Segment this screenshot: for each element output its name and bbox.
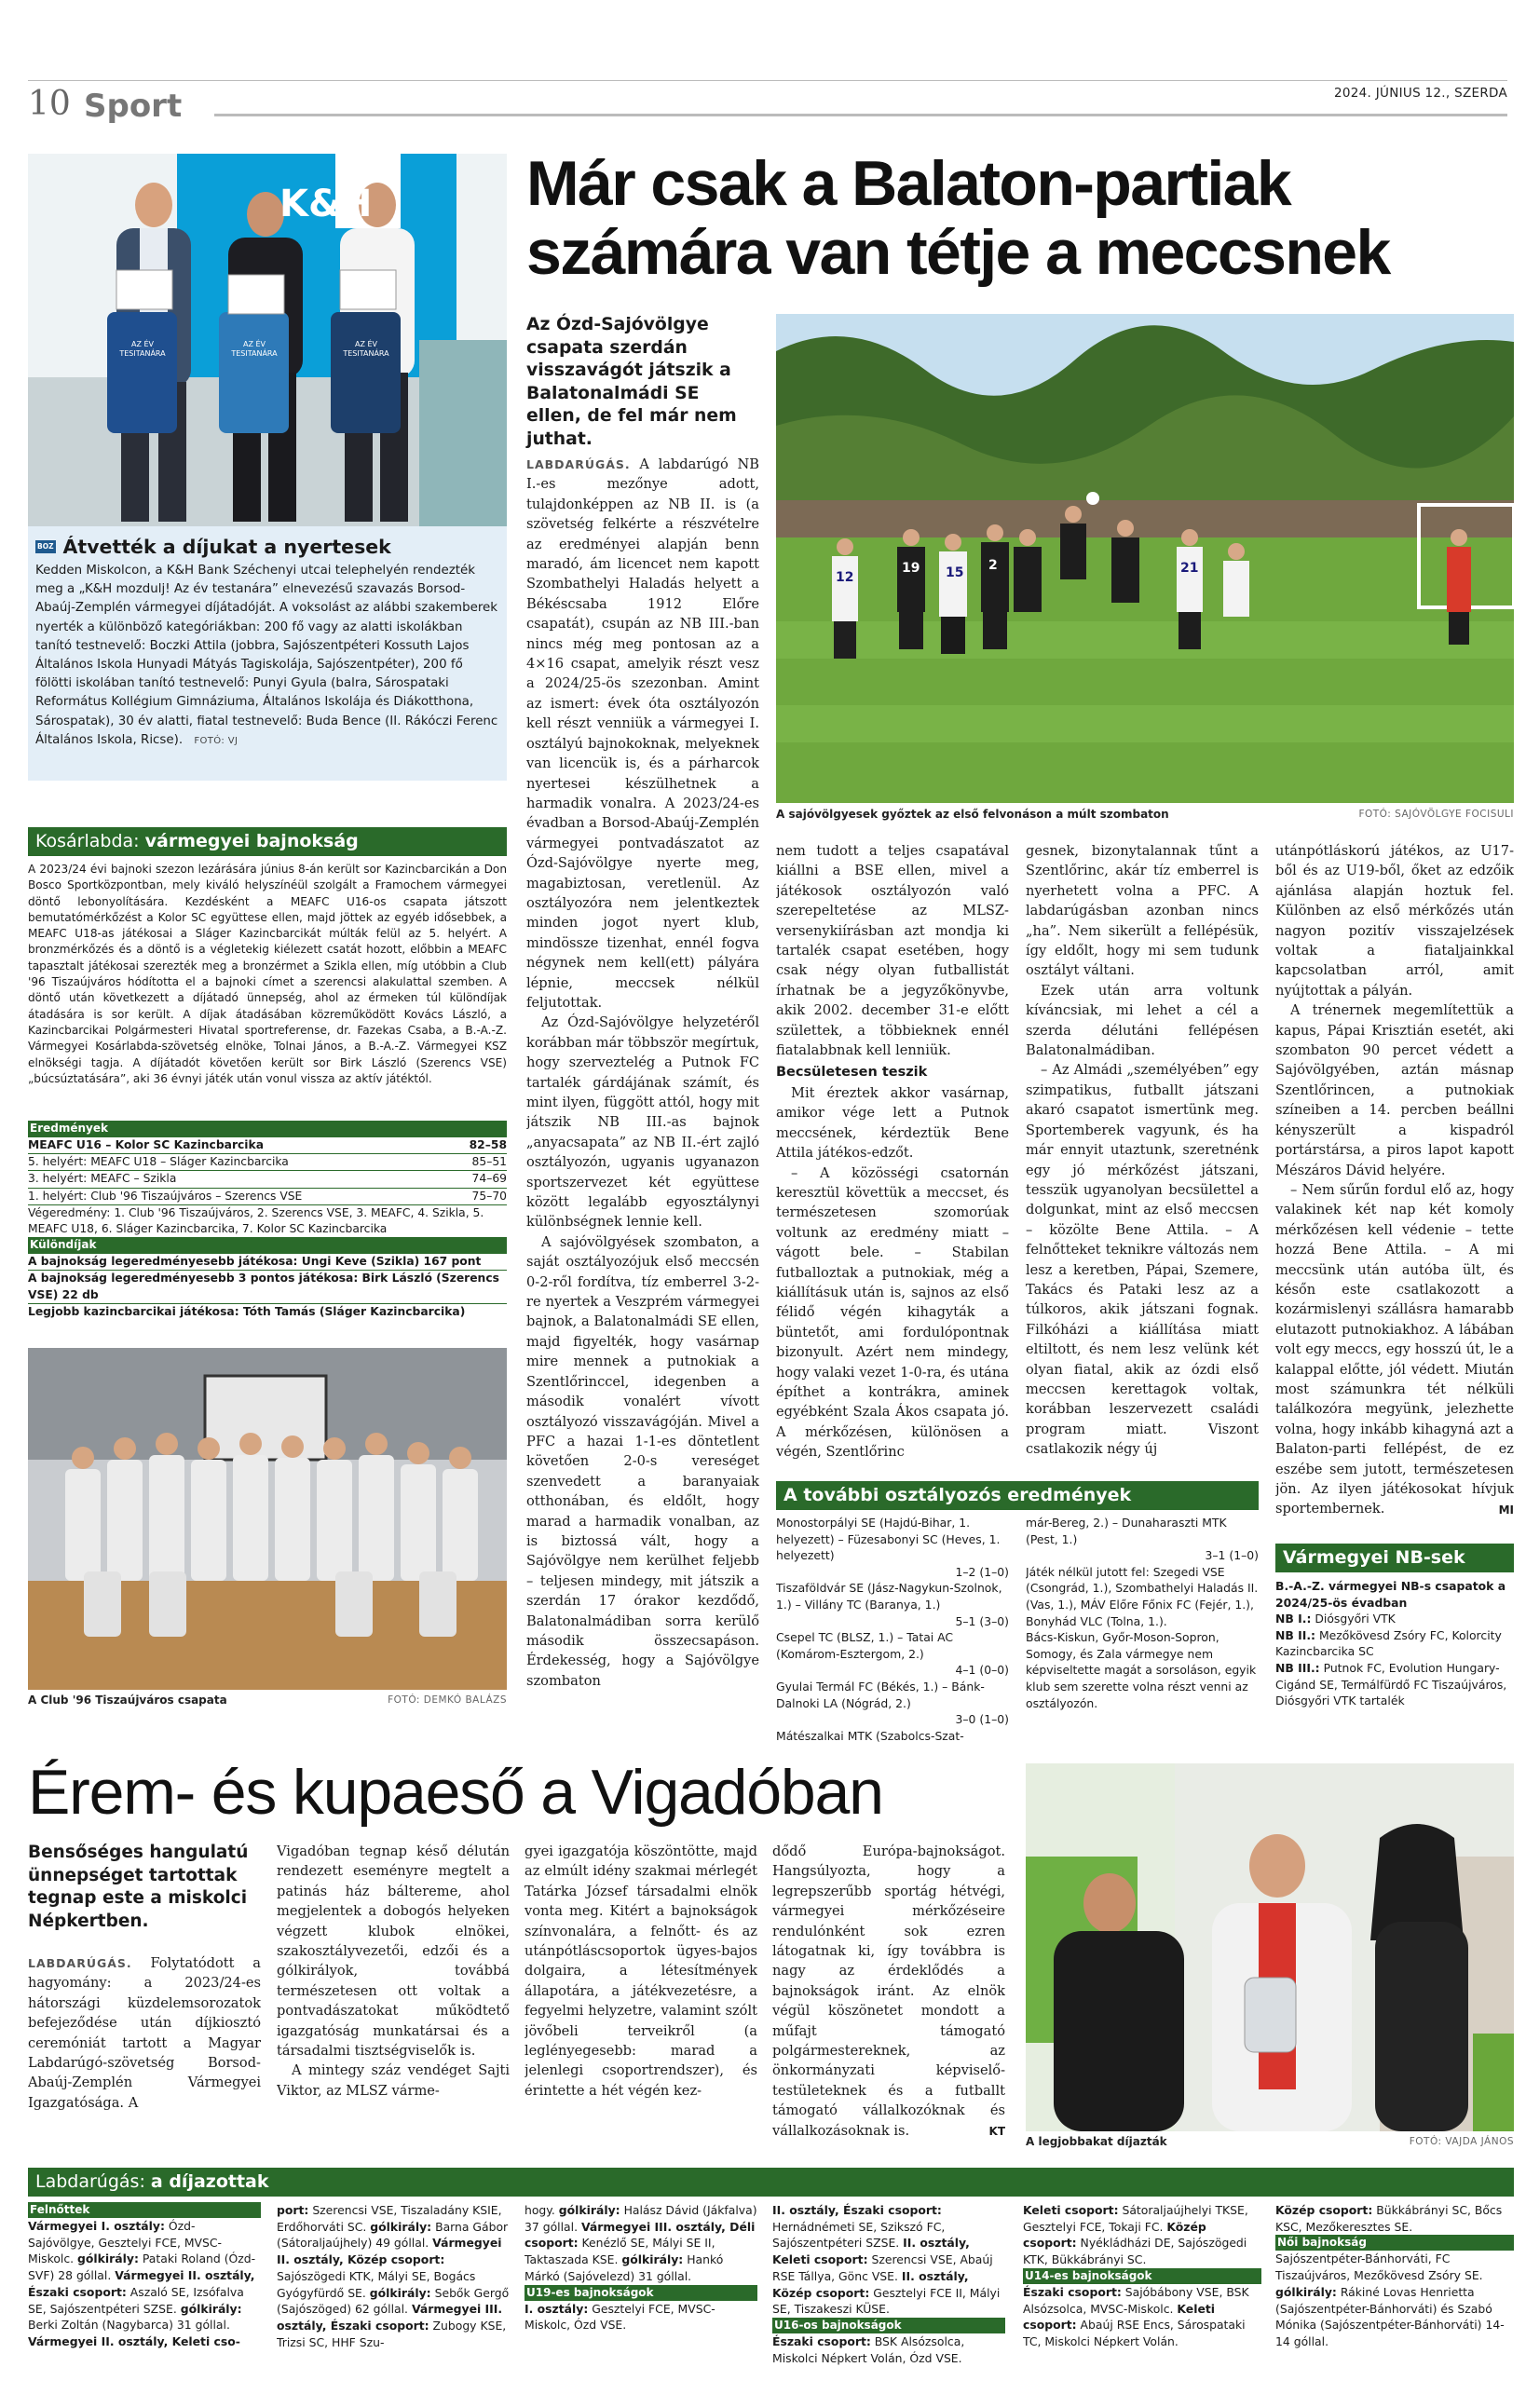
main-lead: Az Ózd-Sajóvölgye csapata szerdán visszavágót játszik a Balatonalmádi SE ellen, de fel már nem juthat. [526, 315, 737, 449]
kosar-special-item: Legjobb kazincbarcikai játékosa: Tóth Tamás (Sláger Kazincbarcika) [28, 1303, 507, 1320]
nb-value: Diósgyőri VTK [1315, 1612, 1396, 1626]
jersey-number: 2 [988, 558, 998, 573]
main-col1-text: A labdarúgó NB I.-es mezőnye adott, tulajdonképpen az NB II. is (a szövetség felkérte a részvételre az eredményei alapján benn maradó, ám licencet nem kapott Szombathelyi Haladás helyett a Békéscsaba 1912 Előre csapatát), csupán az NB III.-ban nincs még meg pontosan az a 4×16 csapat, amelyik részt vesz a 2024/25-ös szezonban. Amint az ismert: évek óta osztályozón kell részt venniük a vármegyei I. osztályú bajnokoknak, melyeknek van licencük is, és a párharcok nyertesei készülhetnek a harmadik vonalra. A 2023/24-es évadban a Borsod-Abaúj-Zemplén vármegyei pontvadászatot az Ózd-Sajóvölgye nyerte meg, magabiztosan, veretlenül. Az osztályozóra nem jelentkeztek minden jogot nyert klub, mindössze tizenhat, ennél fogva négynek nem kell(ett) pályára lépnie, meccsek nélkül feljutottak. [526, 456, 759, 1011]
main-col4b: A trénernek megemlítettük a kapus, Pápai Krisztián esetét, aki szombaton 90 percet védett a Sajóvölgyében, aztán másnap Szentlőrincen, a putnokiak színeiben a 14. percben beállni kényszerült a kispadról portárstársa, a piros lapot kapott Mészáros Dávid helyére. [1275, 1002, 1514, 1178]
main-col4: utánpótláskorú játékos, az U17-ből és az U19-ből, őket az edzőik ajánlása alapján hoztuk fel. Különben az első mérkőzés után nagyon pozitív visszajelzések voltak a fiataljainkkal kapcsolatban arról, amit nyújtottak a pályán. [1275, 843, 1514, 999]
awards-col-5 [1023, 2202, 1261, 2388]
further-item [776, 1629, 1009, 1679]
team-photo [28, 1348, 507, 1690]
kosar-body [28, 862, 507, 1121]
awards-col3-head: U19-es bajnokságok [525, 2285, 757, 2301]
awards-col-4 [772, 2202, 1005, 2388]
nbsek-body [1275, 1578, 1514, 1709]
main-col2b: Mit éreztek akkor vasárnap, amikor vége lett a Putnok meccsének, kérdeztük Bene Attila játékos-edzőt. [776, 1084, 1009, 1162]
main-col1c: A sajóvölgyések szombaton, a saját osztályozójuk első meccsén 0-2-ről fordítva, tíz emberrel 3-2-re nyertek a Veszprém vármegyei bajnok, a Balatonalmádi SE ellen, majd figyelték, hogy vasárnap mire mennek a putnokiak a Szentlőrinccel, idegenben a második vonalért vívott osztályozó visszavágóján. Mivel a PFC a hazai 1-1-es döntetlent követően 2-0-s vereséget szenvedett a baranyaiak otthonában, és eldőlt, hogy marad a harmadik vonalban, az is biztossá vált, hogy a Sajóvölgye nem kerülhet feljebb – teljesen mindegy, mit játszik a szerdán 17 órakor kezdődő, Balatonalmádiban sorra kerülő második összecsapáson. Érdekesség, hogy a Sajóvölgye szombaton [526, 1233, 759, 1689]
awards-col4b-text: Északi csoport: BSK Alsózsolca, Miskolci Népkert Volán, Ózd VSE. [772, 2333, 965, 2365]
awards-col6-head: Női bajnokság [1275, 2235, 1514, 2251]
further-item [776, 1580, 1009, 1629]
further-header [776, 1481, 1259, 1510]
erem-signature: KT [988, 2125, 1005, 2139]
awards-col5-head: U14-es bajnokságok [1023, 2268, 1261, 2284]
page-number: 10 [28, 85, 71, 123]
kosar-header [28, 827, 507, 856]
page-header [28, 82, 1507, 129]
result-score: 85–51 [471, 1155, 507, 1169]
main-col2: nem tudott a teljes csapatával kiállni a BSE ellen, mivel a játékosok osztályozón való szerepeltetése az MLSZ-versenykiírásban azt mondja ki tartalék csapat esetében, hogy csak négy olyan futballistát írhatnak be a jegyzőkönyvbe, akik 2002. december 31-e előtt születtek, a többieknek ennél fiatalabbnak kell lenniük. [776, 843, 1009, 1059]
main-col-1 [526, 455, 759, 1754]
main-col3: gesnek, bizonytalannak tűnt a Szentlőrinc, akár tíz emberrel is nyerhetett volna a PFC. A labdarúgásban azonban nincs „ha”. Nem sikerült a fellépésük, így eldőlt, hogy mi sem tudunk osztályt váltani. [1026, 843, 1259, 979]
erem-col2: Vigadóban tegnap késő délután rendezett eseményre megtelt a patinás ház báltereme, ahol megjelentek a dobogós helyeken végzett klubok elnökei, szakosztályvezetői, edzői és a gólkirályok, továbbá természetesen ott voltak a pontvadászatokat működtető igazgatóság munkatársai és a társadalmi tisztségviselők is. [277, 1843, 510, 2060]
match-photo [776, 314, 1514, 803]
shirt-text-3: AZ ÉV TESITANÁRA [343, 340, 389, 358]
award-photo [28, 154, 507, 526]
result-label: 1. helyért: Club '96 Tiszaújváros – Szerencs VSE [28, 1189, 303, 1203]
further-item-text: Tiszaföldvár SE (Jász-Nagykun-Szolnok, 1.) – Villány TC (Baranya, 1.) [776, 1581, 1002, 1612]
erem-col-1 [28, 1953, 261, 2140]
awards-col2-text: port: Szerencsi VSE, Tiszaladány KSIE, Erdőhorváti SC. gólkirály: Barna Gábor (Sátoraljaújhely) 49 góllal. Vármegyei II. osztály, Közép csoport: Sajószögedi KTK, Mályi SE, Bogács Gyógyfürdő SE. gólkirály: Sebők Gergő (Sajószöged) 62 góllal. Vármegyei III. osztály, Északi csoport: Zubogy KSE, Trizsi SC, HHF Szu- [277, 2203, 510, 2349]
main-col-2 [776, 841, 1009, 1475]
caption-text: A legjobbakat díjazták [1026, 2135, 1167, 2148]
award-box [28, 154, 507, 781]
further-item-text: Mátészalkai MTK (Szabolcs-Szat- [776, 1728, 964, 1743]
gala-photo-caption [1026, 2134, 1514, 2149]
erem-col-4 [772, 1842, 1005, 2142]
main-col2c: – A közösségi csatornán keresztül követtük a meccset, és természetesen szomorúak voltunk az eredmény miatt – vágott bele. – Stabilan futballoztak a putnokiak, még a kiállításuk után is, sajnos az első félidő végén kihagyták a büntetőt, ami fordulópontnak bizonyult. Azért nem mindegy, hogy valaki vezet 1-0-ra, és utána építhet a kontrákra, aminek egyébként Szala Ákos csapata jó. A mérkőzésen, különösen a végén, Szentlőrinc [776, 1164, 1009, 1461]
nb-value: Mezőkövesd Zsóry FC, Kolorcity Kazincbarcika SC [1275, 1627, 1502, 1659]
award-body [35, 562, 501, 776]
awards-col5b-text: Északi csoport: Sajóbábony VSE, BSK Alsózsolca, MVSC-Miskolc. Keleti csoport: Abaúj RSE Encs, Sárospataki TC, Miskolci Népkert Volán. [1023, 2284, 1249, 2348]
kosar-final-order: Végeredmény: 1. Club '96 Tiszaújváros, 2. Szerencs VSE, 3. MEAFC, 4. Szikla, 5. MEAFC U18, 6. Sláger Kazincbarcika, 7. Kolor SC Kazincbarcika [28, 1204, 507, 1237]
caption-credit: FOTÓ: SAJÓVÖLGYE FOCISULI [1358, 809, 1514, 820]
erem-lead: Bensőséges hangulatú ünnepséget tartottak tegnap este a miskolci Népkertben. [28, 1843, 249, 1931]
main-headline: Már csak a Balaton-partiak számára van tétje a meccsnek [526, 148, 1390, 288]
further-item-score: 1–2 (1–0) [955, 1564, 1009, 1579]
caption-credit: FOTÓ: VAJDA JÁNOS [1409, 2136, 1514, 2147]
match-photo-caption [776, 807, 1514, 822]
main-col4c: – Nem sűrűn fordul elő az, hogy valakinek két nap két komoly mérkőzésen kell védenie – tette hozzá Bene Attila. – A mi meccsünk után autóba ült, és későn este csatlakozott a kozármislenyi szállásra hamarabb elutazott putnokiakhoz. A lábában volt egy meccs, egy hosszú út, le a kalappal előtte, jól védett. Miután most számunkra tét nélküli találkozóra megyünk, jelezhette volna, hogy inkább kihagyná azt a Balaton-parti fellépést, de ez eszébe sem jutott, természetesen jön. Az ilyen játékosokat hívjuk sportembernek. [1275, 1181, 1514, 1517]
header-rule-top [28, 80, 1507, 81]
result-score: 74–69 [471, 1172, 507, 1186]
result-label: MEAFC U16 – Kolor SC Kazincbarcika [28, 1138, 264, 1151]
erem-col4: dődő Európa-bajnokságot. Hangsúlyozta, hogy a legrepszerűbb sportág hétvégi, vármegyei mérkőzéseire rendulónként sok ezren látogatnak ki, így továbbra is nagy az érdeklődés a bajnokságok iránt. Az elnök végül köszönetet mondott a műfajt támogató polgármestereknek, az önkormányzati képviselő-testületeknek és a futballt támogató vállalkozóknak és vállalkozásoknak is. [772, 1843, 1005, 2139]
section-label: Sport [84, 88, 183, 125]
awards-col-1 [28, 2202, 261, 2388]
main-col-3 [1026, 841, 1259, 1475]
main-signature: MI [1498, 1503, 1514, 1517]
nb-label: NB I.: [1275, 1612, 1312, 1626]
main-col1b: Az Ózd-Sajóvölgye helyzetéről korábban már többször megírtuk, hogy szerveztelég a Putnok FC tartalék gárdájának számít, és mint ilyen, függött attól, hogy mit játszik NB III.-as bajnok „anyacsapata” az NB II.-ért zajló osztályozón, ugyanis ugyanazon sportszervezet két együttese között legalább egyosztálynyi különbségnek lennie kell. [526, 1014, 759, 1231]
result-score: 82–58 [469, 1138, 507, 1151]
nbsek-nb2 [1275, 1627, 1514, 1660]
jersey-number: 15 [946, 565, 964, 580]
kosar-header-light: Kosárlabda: [35, 831, 145, 851]
main-col-4 [1275, 841, 1514, 1531]
awards-col-2 [277, 2202, 510, 2388]
awards-col5-text: Keleti csoport: Sátoraljaújhelyi TKSE, Gesztelyi FCE, Tokaji FC. Közép csoport: Nyékládházi DE, Sajószögedi KTK, Bükkábrányi SC. [1023, 2203, 1248, 2267]
awards-col-3 [525, 2202, 757, 2388]
award-title-row [35, 534, 501, 560]
further-item-score: 4–1 (0–0) [955, 1663, 1009, 1678]
awards-col3-text: hogy. gólkirály: Halász Dávid (Jákfalva) 37 góllal. Vármegyei III. osztály, Déli csoport: Kenézlő SE, Mályi SE II, Taktaszada KSE. gólkirály: Hankó Márkó (Sajóvelezd) 31 góllal. [525, 2203, 757, 2283]
erem-col3: gyei igazgatója köszöntötte, majd az elmúlt idény szakmai mérlegét Tatárka József társadalmi elnök vonta meg. Kitért a bajnokságok színvonalára, a felnőtt- és az utánpótláscsoportok ügyes-bajos dolgaira, a létesítmények állapotára, a játékvezetésre, a fegyelmi helyzetre, valamint szólt jövőbeli terveikről (a leglényegesebb: marad a jelenlegi csoportrendszer), és érintette a hét végén kez- [525, 1843, 757, 2099]
further-col2-first: már-Bereg, 2.) – Dunaharaszti MTK (Pest, 1.) [1026, 1516, 1227, 1546]
further-item-score: 3–0 (1–0) [955, 1712, 1009, 1727]
further-item [776, 1728, 1009, 1745]
kosar-result-row [28, 1170, 507, 1187]
awards-col-6 [1275, 2202, 1514, 2388]
kosar-body-text: A 2023/24 évi bajnoki szezon lezárására június 8-án került sor Kazincbarcikán a Don Bosco Sportközpontban, mely kiváló helyszínéül szolgált a Framochem vármegyei döntő lebonyolítására. Kezdésként a MEAFC U16-os csapata játszott bemutatómérkőzést a Kolor SC együttese ellen, majd jöttek az egyéb idősebbek, a MEAFC U18-as játékosai a Sláger Kazincbarcikát múlták felül az 5. helyért. A bronzmérkőzés és a döntő is a végletekig kiélezett csatát hozott, előbbin a MEAFC tapasztalt játékosai szerezték meg a bronzérmet a Szikla ellen, míg utóbbin a Club '96 Tiszaújváros hódította el a bajnoki címet a szerencsi alakulattal szemben. A döntő után következett a díjátadó ünnepség, ahol az érmeken túl különdíjak átadására is sor került. A díjak átadásában közreműködött Kovács László, a Kazincbarcikai Polgármesteri Hivatal sportreferense, dr. Fazekas Csaba, a B.-A.-Z. Vármegyei Kosárlabda-szövetség elnöke, Tolnai János, a B.-A.-Z. Vármegyei KSZ elnökségi tagja. A díjátadót követően került sor Birk László (Szerencs VSE) „búcsúztatására”, aki 36 évnyi játék után vonul vissza az aktív játéktól. [28, 863, 507, 1085]
kosar-results-head: Eredmények [28, 1121, 507, 1136]
kosar-special-head: Különdíjak [28, 1237, 507, 1253]
main-col3c: – Az Almádi „személyében” egy szimpatikus, futballt játszani akaró csapatot ismertünk meg. Sportemberek vagyunk, és ha már ennyit utaztunk, szeretnénk egy jó mérkőzést játszani, tesszük ugyanolyan becsülettel a dolgunkat, mint az első meccsen – közölte Bene Attila. – A felnőtteket teknikre változás nem lesz a keretben, Pápai, Szemere, Takács és Pataki lesz az a túlkoros, akik játszani fognak. Filkóházi a kiállítása miatt eltiltott, és nem lesz velünk két olyan fiatal, akik az ózdi első meccsen kerettagok voltak, korábban leszervezett családi program miatt. Viszont csatlakozik négy új [1026, 1062, 1259, 1458]
nb-label: NB II.: [1275, 1627, 1316, 1642]
awards-col1-head: Felnőttek [28, 2202, 261, 2218]
further-col-1 [776, 1515, 1009, 1744]
caption-text: A Club '96 Tiszaújváros csapata [28, 1694, 227, 1707]
award-body-text: Kedden Miskolcon, a K&H Bank Széchenyi utcai telephelyén rendezték meg a „K&H mozdulj! Az év testanára” elnevezésű szavazás Borsod-Abaúj-Zemplén vármegyei díjátadóját. A voksolást az alábbi szakemberek nyerték a különböző kategóriákban: 200 fő vagy az alatti iskolákban tanító testnevelő: Boczki Attila (jobbra, Sajószentpéteri Kossuth Lajos Általános Iskola Hunyadi Mátyás Tagiskolája, Sajószentpéter), 200 fő fölötti iskolában tanító testnevelő: Punyi Gyula (balra, Sárospataki Református Kollégium Gimnáziuma, Általános Iskolája és Diákotthona, Sárospatak), 30 év alatti, fiatal testnevelő: Buda Bence (II. Rákóczi Ferenc Általános Iskola, Ricse). [35, 564, 498, 747]
nb-label: NB III.: [1275, 1660, 1320, 1675]
erem-col-3 [525, 1842, 757, 2142]
further-item [776, 1679, 1009, 1728]
nb-value: Putnok FC, Evolution Hungary-Cigánd SE, Termálfürdő FC Tiszaújváros, Diósgyőri VTK tartalék [1275, 1660, 1507, 1708]
awards-header-light: Labdarúgás: [35, 2171, 151, 2192]
page-date: 2024. JÚNIUS 12., SZERDA [1334, 86, 1507, 101]
further-col2-text2: Bács-Kiskun, Győr-Moson-Sopron, Somogy, és Zala vármegye nem képviseltette magát a sorsoláson, egyik klub sem szerette volna részt venni az osztályozón. [1026, 1630, 1257, 1710]
further-col2-first-score: 3–1 (1–0) [1205, 1548, 1259, 1563]
erem-headline: Érem- és kupaeső a Vigadóban [28, 1757, 883, 1828]
shirt-text-1: AZ ÉV TESITANÁRA [119, 340, 166, 358]
jersey-number: 12 [836, 570, 854, 585]
awards-header [28, 2168, 1514, 2197]
award-credit: FOTÓ: VJ [194, 735, 238, 746]
nbsek-header-text: Vármegyei NB-sek [1283, 1547, 1465, 1568]
header-rule [214, 114, 1507, 116]
kosar-result-row [28, 1188, 507, 1204]
result-score: 75–70 [471, 1189, 507, 1203]
result-label: 3. helyért: MEAFC – Szikla [28, 1172, 177, 1186]
main-subhead: Becsületesen teszik [776, 1065, 928, 1081]
awards-header-bold: a díjazottak [150, 2171, 269, 2192]
nbsek-header [1275, 1544, 1514, 1572]
kosar-header-bold: vármegyei bajnokság [144, 831, 359, 851]
caption-credit: FOTÓ: DEMKÓ BALÁZS [388, 1694, 507, 1706]
nbsek-nb1 [1275, 1611, 1514, 1627]
kosar-special-item: A bajnokság legeredményesebb játékosa: Ungi Keve (Szikla) 167 pont [28, 1253, 507, 1270]
erem-tag: LABDARÚGÁS. [28, 1956, 132, 1970]
further-item-text: Monostorpályi SE (Hajdú-Bihar, 1. helyezett) – Füzesabonyi SC (Heves, 1. helyezett) [776, 1516, 1001, 1563]
team-photo-caption [28, 1693, 507, 1707]
awards-col4-text: II. osztály, Északi csoport: Hernádnémeti SE, Szikszó FC, Sajószentpéteri SZSE. II. osztály, Keleti csoport: Szerencsi VSE, Abaúj RSE Tállya, Gönc VSE. II. osztály, Közép csoport: Gesztelyi FCE II, Mályi SE, Tiszakeszi KÜSE. [772, 2203, 1001, 2317]
main-tag: LABDARÚGÁS. [526, 457, 631, 471]
erem-col-2 [277, 1842, 510, 2142]
kosar-result-row [28, 1153, 507, 1170]
further-col2-text: Játék nélkül jutott fel: Szegedi VSE (Csongrád, 1.), Szombathelyi Haladás II. (Vas, 1.), MÁV Előre Főnix FC (Fejér, 1.), Bonyhád VLC (Tolna, 1.). [1026, 1564, 1259, 1628]
awards-col3b-text: I. osztály: Gesztelyi FCE, MVSC-Miskolc, Ózd VSE. [525, 2301, 715, 2333]
award-title: Átvették a díjukat a nyertesek [62, 536, 391, 558]
further-item-text: Gyulai Termál FC (Békés, 1.) – Bánk-Dalnoki LA (Nógrád, 2.) [776, 1679, 985, 1710]
nbsek-nb3 [1275, 1660, 1514, 1709]
awards-col1-text: Vármegyei I. osztály: Ózd-Sajóvölgye, Gesztelyi FCE, MVSC-Miskolc. gólkirály: Pataki Roland (Ózd-SVF) 28 góllal. Vármegyei II. osztály, Északi csoport: Aszaló SE, Izsófalva SE, Sajószentpéteri SZSE. gólkirály: Berki Zoltán (Nagybarca) 31 góllal. Vármegyei II. osztály, Keleti cso- [28, 2219, 256, 2348]
awards-col6-text: Közép csoport: Bükkábrányi SC, Bőcs KSC, Mezőkeresztes SE. [1275, 2203, 1503, 2234]
gala-photo [1026, 1763, 1514, 2131]
erem-col1-text: Folytatódott a hagyomány: a 2023/24-es hátországi küzdelemsorozatok befejeződése után díjkiosztó ceremóniát tartott a Magyar Labdarúgó-szövetség Borsod-Abaúj-Zemplén Vármegyei Igazgatósága. A [28, 1955, 261, 2111]
main-col3b: Ezek után arra voltunk kíváncsiak, mi lehet a cél a szerda délutáni fellépésen Balatonalmádiban. [1026, 982, 1259, 1059]
shirt-text-2: AZ ÉV TESITANÁRA [231, 340, 278, 358]
photo-banner-text: K&H [279, 183, 373, 225]
nbsek-intro: B.-A.-Z. vármegyei NB-s csapatok a 2024/25-ös évadban [1275, 1579, 1506, 1610]
awards-col6b-text: Sajószentpéter-Bánhorváti, FC Tiszaújváros, Mezőkövesd Zsóry SE. gólkirály: Rákiné Lovas Henrietta (Sajószentpéter-Bánhorváti) és Szabó Mónika (Sajószentpéter-Bánhorváti) 14-14 góllal. [1275, 2252, 1505, 2348]
kosar-results [28, 1121, 507, 1320]
further-col-2 [1026, 1515, 1259, 1711]
erem-col2b: A mintegy száz vendéget Sajti Viktor, az MLSZ várme- [277, 2062, 510, 2099]
jersey-number: 19 [902, 561, 920, 576]
awards-col4-head: U16-os bajnokságok [772, 2318, 1005, 2333]
further-item-text: Csepel TC (BLSZ, 1.) – Tatai AC (Komárom-Esztergom, 2.) [776, 1630, 954, 1661]
result-label: 5. helyért: MEAFC U18 – Sláger Kazincbarcika [28, 1155, 289, 1169]
kosar-special-item: A bajnokság legeredményesebb 3 pontos játékosa: Birk László (Szerencs VSE) 22 db [28, 1270, 507, 1302]
boz-badge: BOZ [35, 540, 56, 553]
kosar-result-row [28, 1136, 507, 1153]
further-item-score: 5–1 (3–0) [955, 1613, 1009, 1628]
jersey-number: 21 [1180, 561, 1199, 576]
caption-text: A sajóvölgyesek győztek az első felvonáson a múlt szombaton [776, 808, 1169, 821]
further-header-text: A további osztályozós eredmények [783, 1485, 1132, 1505]
further-item [776, 1515, 1009, 1580]
